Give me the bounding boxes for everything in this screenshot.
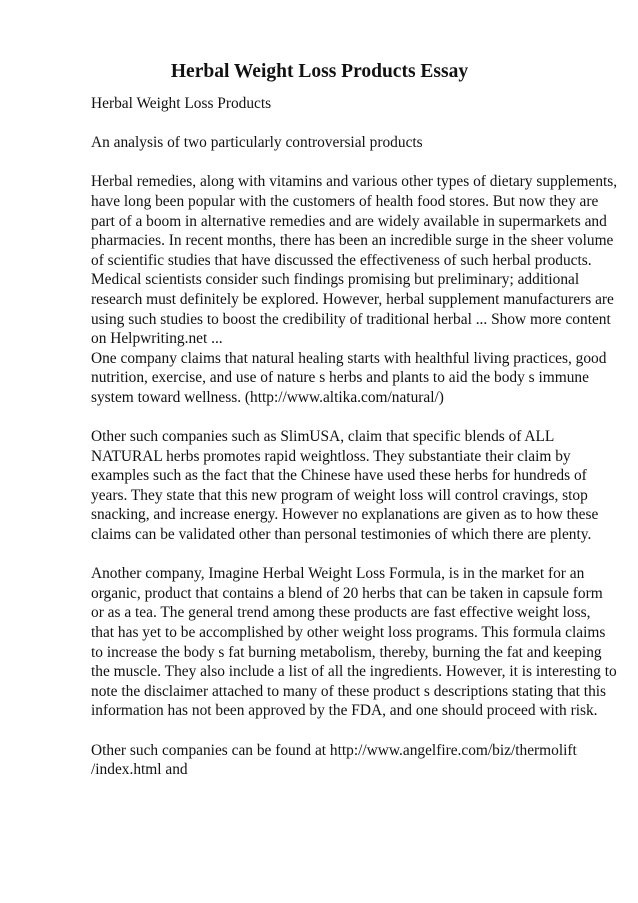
text-line: Another company, Imagine Herbal Weight Loss Formula, is in the market for an: [91, 565, 585, 583]
text-line: One company claims that natural healing starts with healthful living practices, good: [91, 349, 607, 367]
text-line: of scientific studies that have discussed the effectiveness of such herbal products.: [91, 251, 592, 269]
spacer: [91, 153, 594, 173]
text-line: Medical scientists consider such findings promising but preliminary; additional: [91, 271, 580, 289]
text-line: the muscle. They also include a list of all the ingredients. However, it is interesting to: [91, 663, 617, 681]
text-line: claims can be validated other than personal testimonies of which there are plenty.: [91, 526, 592, 544]
spacer: [91, 545, 594, 565]
paragraph-3: [91, 564, 617, 721]
text-line: part of a boom in alternative remedies and are widely available in supermarkets and: [91, 212, 607, 230]
spacer: [91, 721, 594, 741]
text-line: pharmacies. In recent months, there has been an incredible surge in the sheer volume: [91, 232, 614, 250]
text-line: or as a tea. The general trend among these products are fast effective weight loss,: [91, 604, 591, 622]
text-line: Other such companies can be found at http://www.angelfire.com/biz/thermolift: [91, 741, 577, 759]
text-line: /index.html and: [91, 761, 188, 779]
text-line: Herbal remedies, along with vitamins and various other types of dietary supplements,: [91, 173, 618, 191]
text-line: to increase the body s fat burning metabolism, thereby, burning the fat and keeping: [91, 643, 602, 661]
text-line: have long been popular with the customers of health food stores. But now they are: [91, 192, 599, 210]
text-line: on Helpwriting.net ...: [91, 330, 223, 348]
spacer: [91, 408, 594, 428]
paragraph-4: [91, 741, 594, 780]
text-line: snacking, and increase energy. However no explanations are given as to how these: [91, 506, 599, 524]
text-line: using such studies to boost the credibility of traditional herbal ... Show more content: [91, 310, 611, 328]
paragraph-1: [91, 172, 618, 407]
document-heading: Herbal Weight Loss Products: [91, 95, 272, 112]
text-line: NATURAL herbs promotes rapid weightloss. They substantiate their claim by: [91, 447, 571, 465]
text-line: information has not been approved by the FDA, and one should proceed with risk.: [91, 702, 598, 720]
document-title: Herbal Weight Loss Products Essay: [170, 61, 469, 82]
text-line: organic, product that contains a blend of 20 herbs that can be taken in capsule form: [91, 584, 603, 602]
text-line: research must definitely be explored. However, herbal supplement manufacturers are: [91, 290, 614, 308]
spacer: [91, 114, 594, 134]
document-subheading: An analysis of two particularly controversial products: [91, 134, 423, 152]
text-line: nutrition, exercise, and use of nature s herbs and plants to aid the body s immune: [91, 369, 589, 387]
text-line: that has yet to be accomplished by other weight loss programs. This formula claims: [91, 624, 606, 642]
text-line: note the disclaimer attached to many of these product s descriptions stating that this: [91, 682, 607, 700]
text-line: Other such companies such as SlimUSA, claim that specific blends of ALL: [91, 428, 555, 446]
text-line: system toward wellness. (http://www.altika.com/natural/): [91, 388, 444, 406]
text-line: examples such as the fact that the Chinese have used these herbs for hundreds of: [91, 467, 587, 485]
text-line: years. They state that this new program of weight loss will control cravings, stop: [91, 486, 588, 504]
paragraph-2: [91, 427, 599, 545]
